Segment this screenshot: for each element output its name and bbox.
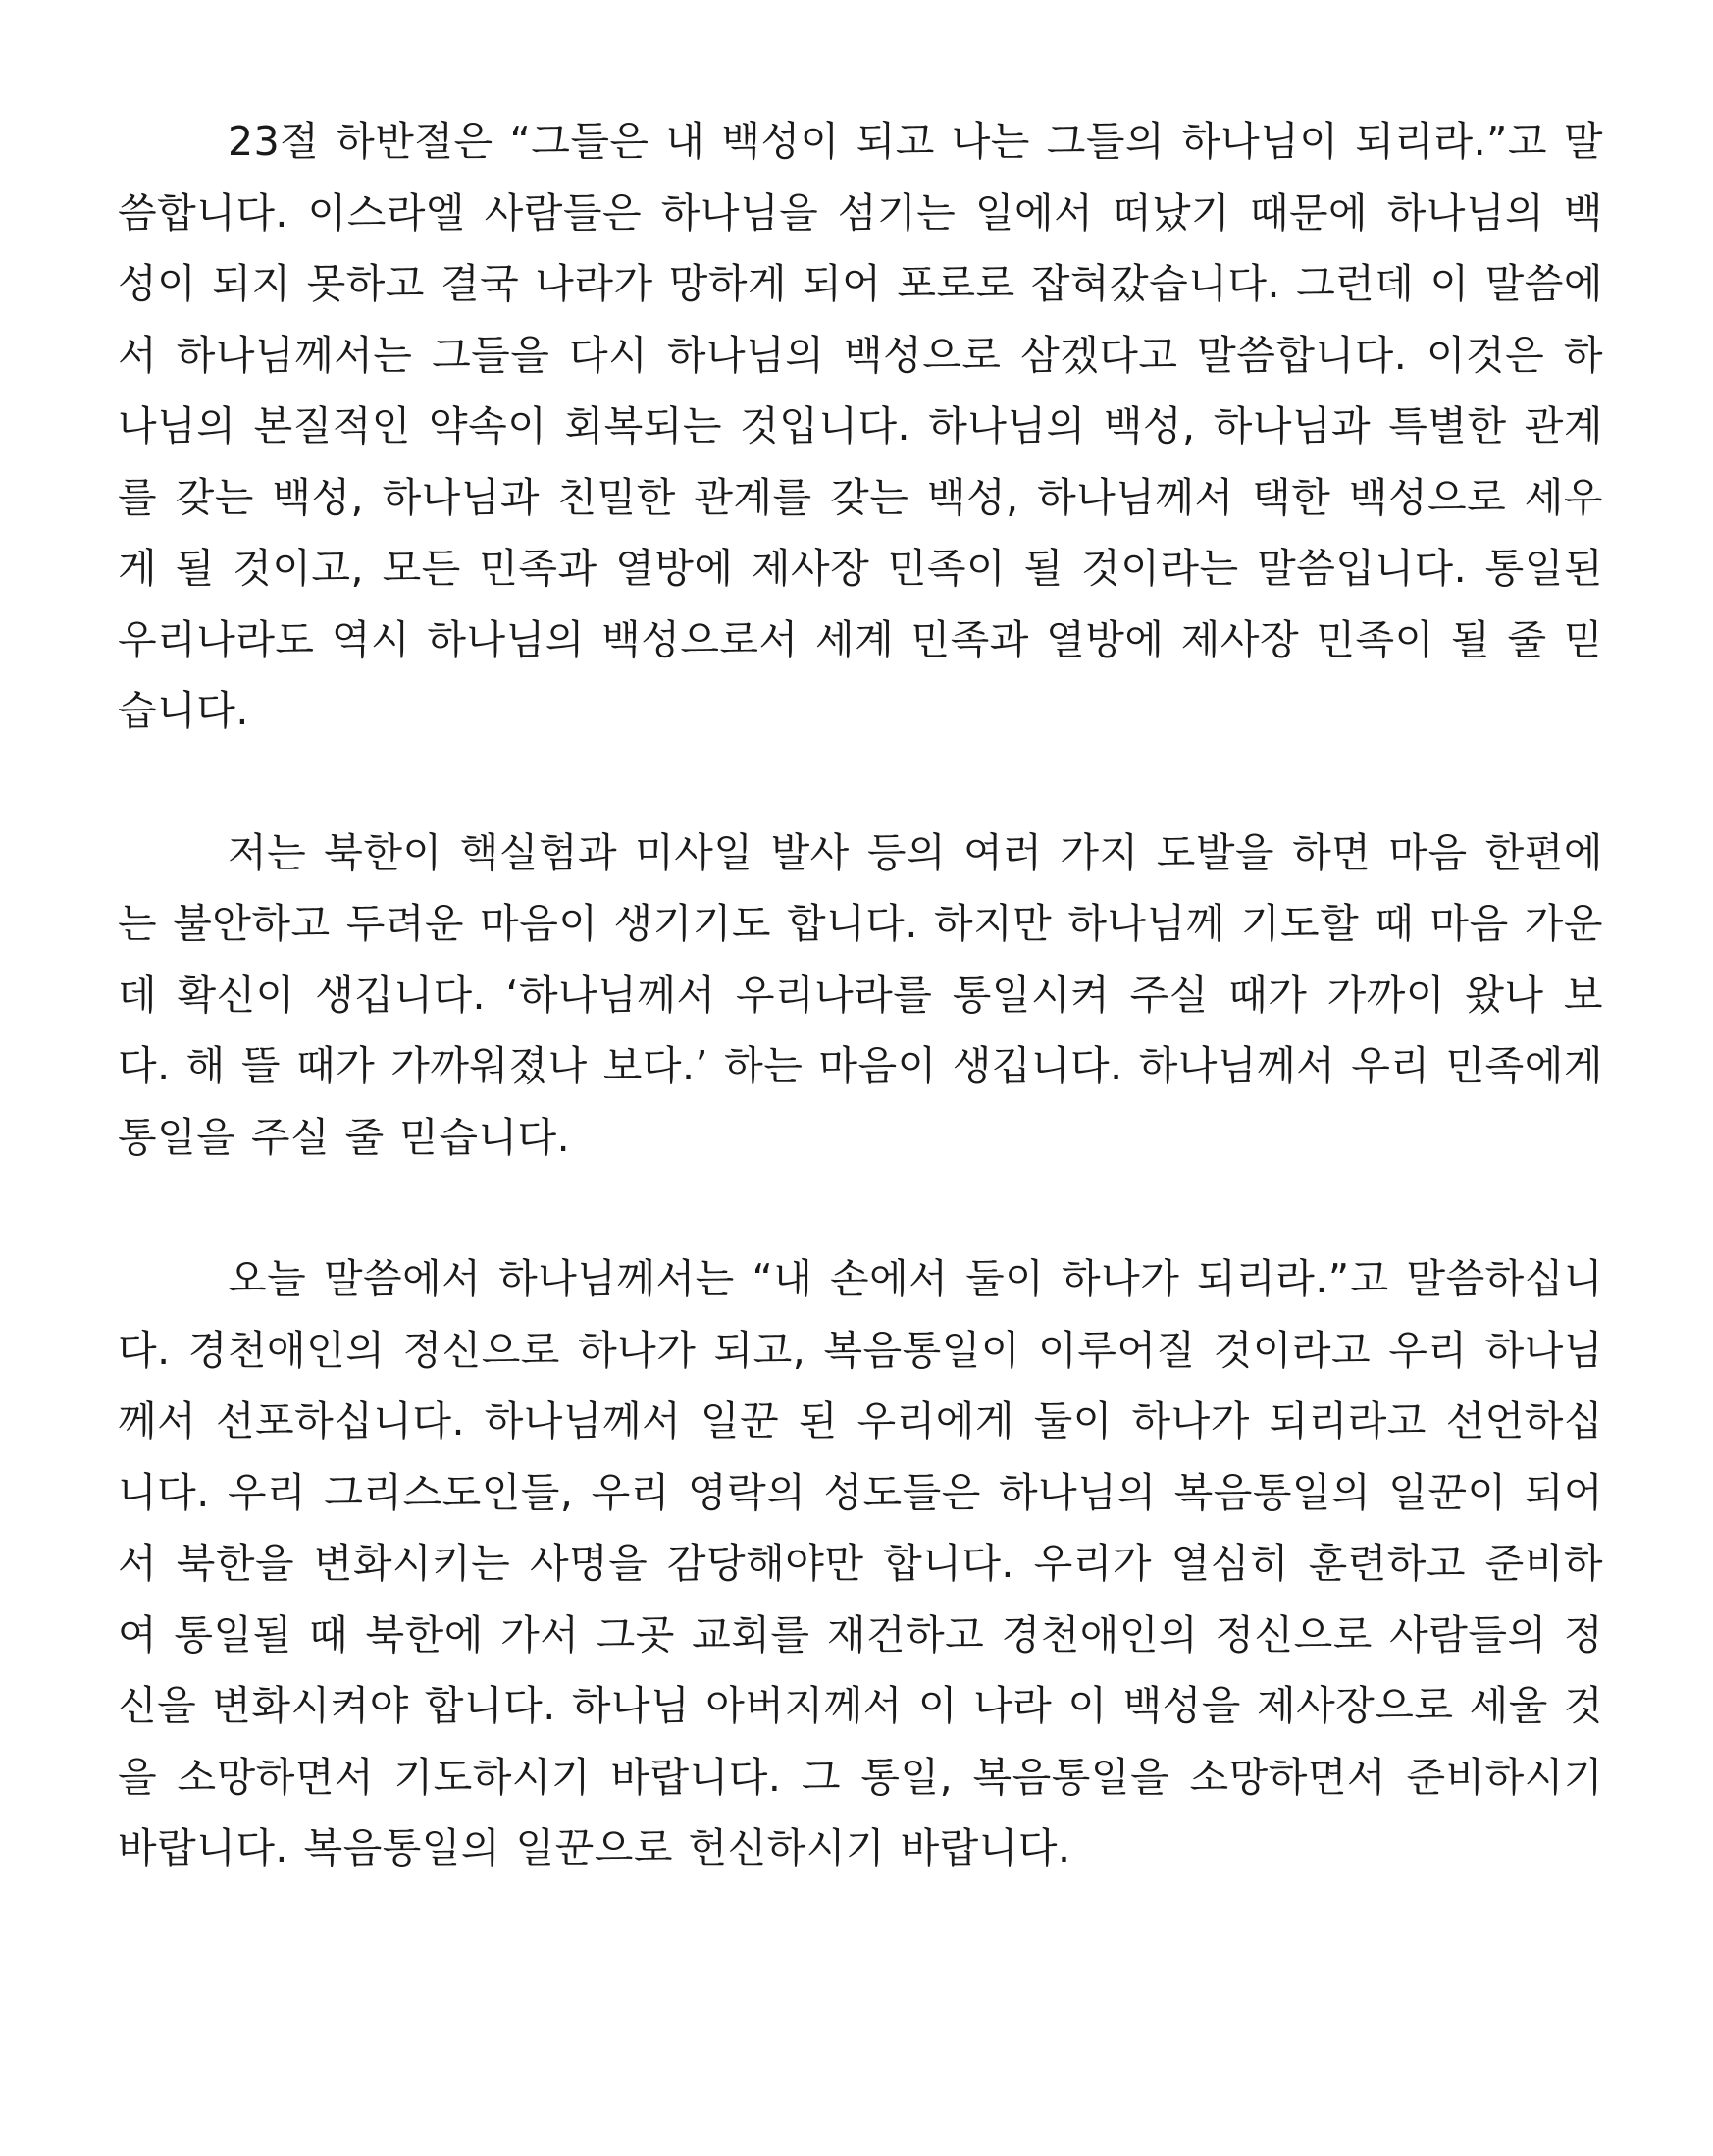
paragraph-1: 23절 하반절은 “그들은 내 백성이 되고 나는 그들의 하나님이 되리라.”고 말씀합니다. 이스라엘 사람들은 하나님을 섬기는 일에서 떠났기 때문에 하나님의 백성이 되지 못하고 결국 나라가 망하게 되어 포로로 잡혀갔습니다. 그런데 이 말씀에서 하나님께서는 그들을 다시 하나님의 백성으로 삼겠다고 말씀합니다. 이것은 하나님의 본질적인 약속이 회복되는 것입니다. 하나님의 백성, 하나님과 특별한 관계를 갖는 백성, 하나님과 친밀한 관계를 갖는 백성, 하나님께서 택한 백성으로 세우게 될 것이고, 모든 민족과 열방에 제사장 민족이 될 것이라는 말씀입니다. 통일된 우리나라도 역시 하나님의 백성으로서 세계 민족과 열방에 제사장 민족이 될 줄 믿습니다.	[118, 118, 1603, 734]
paragraph-2: 저는 북한이 핵실험과 미사일 발사 등의 여러 가지 도발을 하면 마음 한편에는 불안하고 두려운 마음이 생기기도 합니다. 하지만 하나님께 기도할 때 마음 가운데 확신이 생깁니다. ‘하나님께서 우리나라를 통일시켜 주실 때가 가까이 왔나 보다. 해 뜰 때가 가까워졌나 보다.’ 하는 마음이 생깁니다. 하나님께서 우리 민족에게 통일을 주실 줄 믿습니다.	[118, 828, 1603, 1161]
document-page	[118, 106, 1603, 1955]
paragraph-3: 오늘 말씀에서 하나님께서는 “내 손에서 둘이 하나가 되리라.”고 말씀하십니다. 경천애인의 정신으로 하나가 되고, 복음통일이 이루어질 것이라고 우리 하나님께서 선포하십니다. 하나님께서 일꾼 된 우리에게 둘이 하나가 되리라고 선언하십니다. 우리 그리스도인들, 우리 영락의 성도들은 하나님의 복음통일의 일꾼이 되어서 북한을 변화시키는 사명을 감당해야만 합니다. 우리가 열심히 훈련하고 준비하여 통일될 때 북한에 가서 그곳 교회를 재건하고 경천애인의 정신으로 사람들의 정신을 변화시켜야 합니다. 하나님 아버지께서 이 나라 이 백성을 제사장으로 세울 것을 소망하면서 기도하시기 바랍니다. 그 통일, 복음통일을 소망하면서 준비하시기 바랍니다. 복음통일의 일꾼으로 헌신하시기 바랍니다.	[118, 1255, 1603, 1871]
